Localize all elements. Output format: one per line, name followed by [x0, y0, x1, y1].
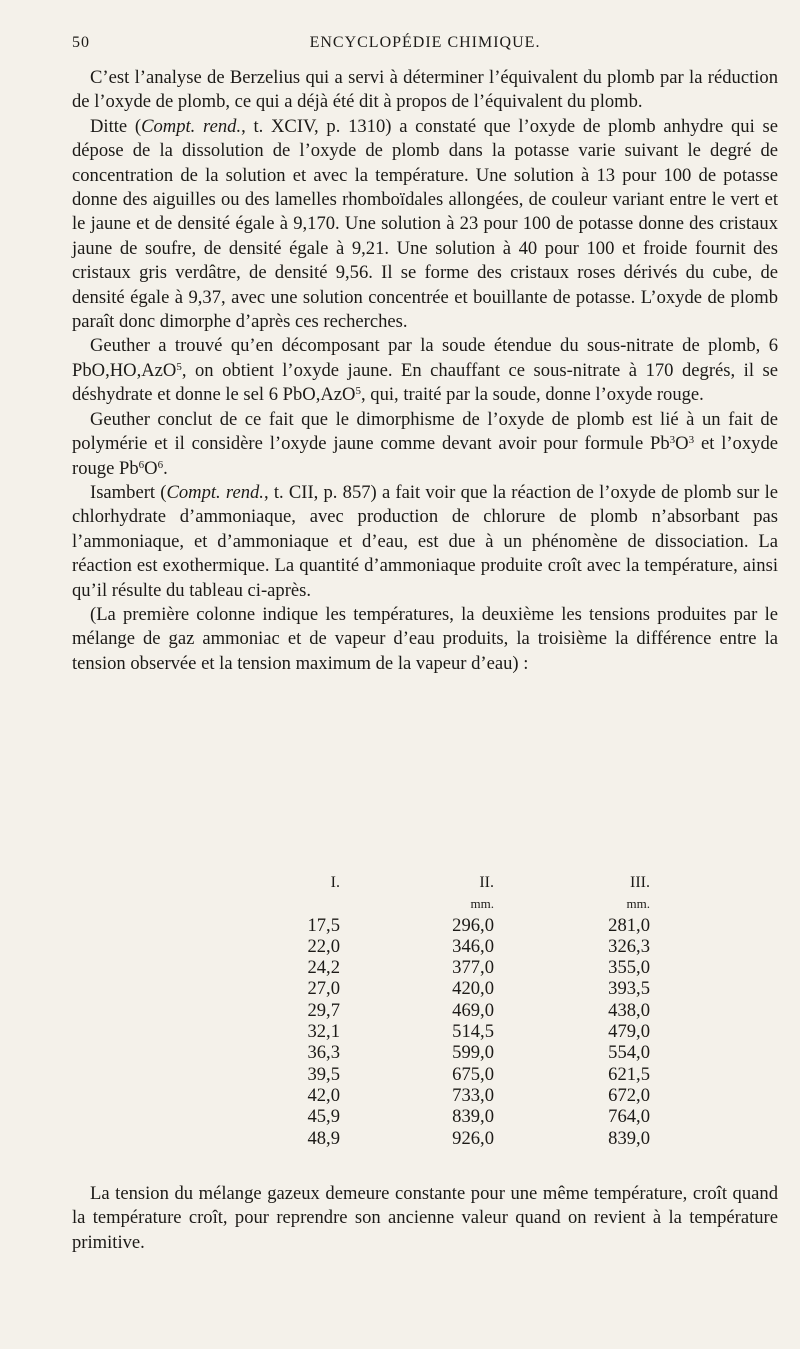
- table-row: [72, 1085, 778, 1106]
- text-run: .: [163, 457, 168, 479]
- superscript: 3: [669, 434, 676, 447]
- difference-cell: 393,5: [608, 978, 650, 1000]
- tension-cell: 599,0: [452, 1042, 494, 1064]
- text-run: Geuther conclut de ce fait que le dimorphisme de l’oxyde de plomb est lié à un fait de polymérie et il considère l’oxyde jaune comme devant avoir pour formule Pb: [72, 408, 778, 455]
- text-run: Geuther a trouvé qu’en décomposant par la soude étendue du sous-nitrate de plomb, 6 PbO,HO,AzO: [72, 335, 778, 381]
- reference-title: Compt. rend.: [166, 481, 264, 503]
- temperature-cell: 48,9: [307, 1127, 340, 1149]
- difference-cell: 764,0: [608, 1106, 650, 1128]
- data-table: [72, 872, 778, 1149]
- table-row: [72, 936, 778, 957]
- table-row: [72, 1021, 778, 1042]
- temperature-cell: 39,5: [307, 1063, 340, 1085]
- table-row: [72, 1128, 778, 1149]
- text-run: , t. CII, p. 857) a fait voir que la réaction de l’oxyde de plomb sur le chlorhydrate d’ammoniaque, avec production de chlorure de plomb n’absorbant pas l’ammoniaque, et d’ammoniaque et d’eau, est due à un phénomène de dissociation. La réaction est exothermique. La quantité d’ammoniaque produite croît avec la température, ainsi qu’il résulte du tableau ci-après.: [72, 481, 778, 601]
- text-run: O: [675, 433, 689, 455]
- table-row: [72, 1042, 778, 1063]
- difference-cell: 479,0: [608, 1021, 650, 1043]
- unit-label: mm.: [626, 896, 650, 912]
- unit-label: [72, 893, 340, 914]
- difference-cell: 281,0: [608, 914, 650, 936]
- text-run: Isambert (: [90, 481, 167, 503]
- temperature-cell: 27,0: [307, 978, 340, 1000]
- page-number: 50: [72, 34, 90, 51]
- text-run: et l’oxyde rouge Pb: [72, 433, 778, 479]
- text-run: O: [144, 457, 158, 479]
- temperature-cell: 17,5: [307, 914, 340, 936]
- table-row: [72, 978, 778, 999]
- text-run: , on obtient l’oxyde jaune. En chauffant ce sous-nitrate à 170 degrés, il se déshydrate et donne le sel 6 PbO,AzO: [72, 359, 778, 406]
- tension-cell: 377,0: [452, 957, 494, 979]
- temperature-cell: 42,0: [307, 1084, 340, 1106]
- table-header-row: [72, 872, 778, 893]
- temperature-cell: 32,1: [307, 1021, 340, 1043]
- paragraph-ditte: [72, 115, 778, 335]
- paragraph-conclusion: La tension du mélange gazeux demeure constante pour une même température, croît quand la température croît, pour reprendre son ancienne valeur quand on revient à la température primitive.: [72, 1183, 778, 1253]
- paragraph-geuther-1: [72, 334, 778, 407]
- temperature-cell: 45,9: [307, 1106, 340, 1128]
- tension-cell: 296,0: [452, 914, 494, 936]
- temperature-cell: 22,0: [307, 935, 340, 957]
- running-title: ENCYCLOPÉDIE CHIMIQUE.: [309, 34, 541, 51]
- text-run: , t. XCIV, p. 1310) a constaté que l’oxyde de plomb anhydre qui se dépose de la dissolution de l’oxyde de plomb dans la potasse varie suivant le degré de concentration de la solution et avec la température. Une solution à 13 pour 100 de potasse donne des aiguilles ou des lamelles rhomboïdales allongées, de couleur variant entre le vert et le jaune et de densité égale à 9,170. Une solution à 23 pour 100 de potasse donne des cristaux jaune de soufre, de densité égale à 9,21. Une solution à 40 pour 100 et froide fournit des cristaux gris verdâtre, de densité 9,56. Il se forme des cristaux roses dérivés du cube, de densité égale à 9,37, avec une solution concentrée et bouillante de potasse. L’oxyde de plomb paraît donc dimorphe d’après ces recherches.: [72, 115, 778, 333]
- temperature-cell: 24,2: [307, 957, 340, 979]
- text-run: , qui, traité par la soude, donne l’oxyde rouge.: [360, 384, 704, 406]
- reference-title: Compt. rend.: [141, 115, 242, 137]
- difference-cell: 554,0: [608, 1042, 650, 1064]
- table-row: [72, 957, 778, 978]
- difference-cell: 621,5: [608, 1063, 650, 1085]
- closing-text: [72, 1182, 778, 1255]
- superscript: 6: [138, 458, 145, 471]
- table-row: [72, 1064, 778, 1085]
- table-row: [72, 915, 778, 936]
- superscript: 5: [355, 385, 361, 398]
- paragraph-table-note: (La première colonne indique les températures, la deuxième les tensions produites par le mélange de gaz ammoniac et de vapeur d’eau produits, la troisième la différence entre la tension observée et la tension maximum de la vapeur d’eau) :: [72, 603, 778, 674]
- tension-cell: 514,5: [452, 1021, 494, 1043]
- column-header: II.: [479, 874, 494, 891]
- superscript: 6: [157, 458, 164, 471]
- superscript: 3: [688, 434, 695, 447]
- tension-cell: 839,0: [452, 1106, 494, 1128]
- paragraph-berzelius: C’est l’analyse de Berzelius qui a servi à déterminer l’équivalent du plomb par la réduction de l’oxyde de plomb, ce qui a déjà été dit à propos de l’équivalent du plomb.: [72, 67, 778, 113]
- running-header: [72, 34, 778, 58]
- table-unit-row: [72, 893, 778, 914]
- paragraph-geuther-2: [72, 408, 778, 481]
- column-header: I.: [330, 874, 340, 891]
- temperature-cell: 29,7: [307, 999, 340, 1021]
- paragraph-isambert: [72, 481, 778, 603]
- column-header: III.: [630, 874, 650, 891]
- table-row: [72, 1000, 778, 1021]
- unit-label: mm.: [470, 896, 494, 912]
- superscript: 5: [176, 360, 182, 373]
- difference-cell: 355,0: [608, 957, 650, 979]
- tension-cell: 469,0: [452, 999, 494, 1021]
- text-run: Ditte (: [90, 115, 142, 137]
- tension-cell: 675,0: [452, 1063, 494, 1085]
- difference-cell: 672,0: [608, 1084, 650, 1106]
- tension-cell: 420,0: [452, 978, 494, 1000]
- table-row: [72, 1106, 778, 1127]
- tension-cell: 733,0: [452, 1084, 494, 1106]
- body-text: [72, 66, 778, 676]
- difference-cell: 839,0: [608, 1127, 650, 1149]
- difference-cell: 438,0: [608, 999, 650, 1021]
- tension-cell: 926,0: [452, 1127, 494, 1149]
- difference-cell: 326,3: [608, 935, 650, 957]
- tension-cell: 346,0: [452, 935, 494, 957]
- temperature-cell: 36,3: [307, 1042, 340, 1064]
